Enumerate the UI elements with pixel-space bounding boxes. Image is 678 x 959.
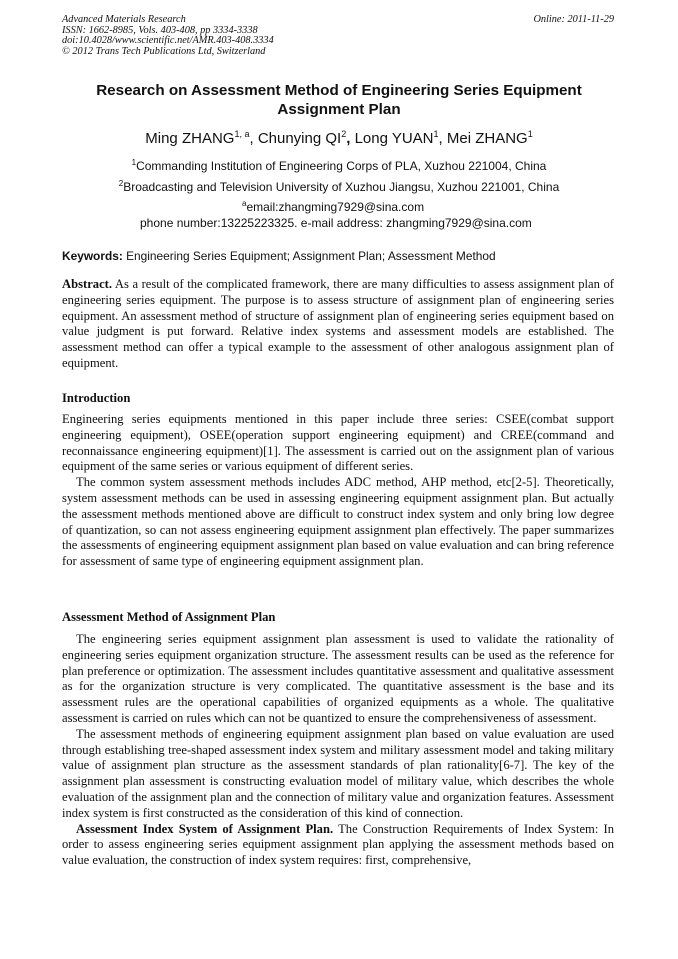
paragraph: Engineering series equipments mentioned in this paper include three series: CSEE(combat support engineering equipment), OSEE(operation support engineering equipment) and CREE(command and reconnaissance engineering equipment)[1]. The assessment is carried out on the assignment plan of various equipment of the same series or various equipment of different series. [62,412,614,474]
issn-line: ISSN: 1662-8985, Vols. 403-408, pp 3334-3338 [62,24,258,36]
author-sup: 1, a [234,129,250,139]
online-date: Online: 2011-11-29 [533,14,614,25]
paragraph: The engineering series equipment assignment plan assessment is used to validate the rationality of engineering series equipment organization structure. The assessment results can be used as the reference for plan preference or optimization. The assessment includes quantitative assessment and qualitative assessment as for the organization structure is very complicated. The quantitative assessment is the base and its assessment rules are the operational capabilities of organized equipments as a whole. The qualitative assessment is carried on rules which can not be quantized to ensure the comprehensiveness of assessment. [62,632,614,725]
abstract [62,277,614,372]
subsection-lead: Assessment Index System of Assignment Plan. [76,821,334,836]
title-line-2: Assignment Plan [277,101,401,118]
title-line-1: Research on Assessment Method of Engineering Series Equipment [96,82,582,99]
copyright-line: © 2012 Trans Tech Publications Ltd, Switzerland [62,45,266,57]
keywords-text: Engineering Series Equipment; Assignment Plan; Assessment Method [126,249,496,263]
section-heading-introduction: Introduction [62,391,131,405]
affiliation-2 [40,180,638,194]
introduction-body [62,412,614,570]
method-body [62,632,614,869]
paragraph: The common system assessment methods includes ADC method, AHP method, etc[2-5]. Theoretically, system assessment methods can be used in assessing engineering equipment assignment plan. But actually the assessment methods mentioned above are difficult to construct index system and only bring low degree of quantization, so can not assess engineering equipment assignment plan effectively. The paper summarizes the assessments of engineering equipment assignment plan based on value evaluation and can bring reference for assessment of same type of engineering equipment assignment plan. [62,475,614,569]
email-line: email:zhangming7929@sina.com [246,200,425,214]
author-list: Ming ZHANG$^{1, a}$, Chunying $QI^2$, Long YUAN$^1$, Mei ZHANG$^1$ [145,129,533,147]
author-name: Long YUAN [354,130,434,147]
author-name: Ming ZHANG [145,130,235,147]
section-heading-method: Assessment Method of Assignment Plan [62,610,276,624]
keywords-label: Keywords: [62,249,123,263]
author-sup: 2 [341,129,347,139]
abstract-text: As a result of the complicated framework, there are many difficulties to assess assignment plan of engineering series equipment. The purpose is to assess structure of assignment plan of engineering series equipment. An assessment method of structure of assignment plan of engineering series equipment based on value judgment is put forward. Relative index systems and assessment models are established. The assessment method can offer a typical example to the assessment of other analogous assignment plan of equipment. [62,277,614,370]
paragraph: The assessment methods of engineering equipment assignment plan based on value evaluation are used through establishing tree-shaped assessment index system and military assessment model and taking military value of assignment plan structure as the assessment standards of plan rationality[6-7]. The key of the assignment plan assessment is constructing evaluation model of military value, which describes the whole evaluation of the assignment plan and the connection of military value and organization features. Assessment index system is first constructed as the consideration of this kind of connection. [62,726,614,820]
affiliation-1 [40,159,638,173]
author-name: Chunying QI [257,130,342,147]
affiliation-sup: 2 [118,179,124,188]
paragraph: The Construction Requirements of Index System: In order to assess engineering series equipment assignment plan applying the assessment methods based on value evaluation, the construction of index system requires: first, comprehensive, [62,821,614,868]
abstract-label: Abstract. [62,277,113,291]
affiliation-text: Commanding Institution of Engineering Corps of PLA, Xuzhou 221004, China [136,159,547,173]
email-sup: a [242,199,247,208]
author-sup: 1 [433,129,439,139]
affiliation-text: Broadcasting and Television University of Xuzhou Jiangsu, Xuzhou 221001, China [123,180,560,194]
affiliation-sup: 1 [131,158,137,167]
keywords [62,249,496,263]
contact-info [140,200,532,231]
paper-title [60,81,618,119]
author-sup: 1 [527,129,533,139]
doi-line: doi:10.4028/www.scientific.net/AMR.403-408.3334 [62,35,274,47]
phone-line: phone number:13225223325. e-mail address: zhangming7929@sina.com [140,215,532,230]
journal-header [62,15,274,57]
journal-name: Advanced Materials Research [62,14,186,25]
author-name: Mei ZHANG [446,130,528,147]
